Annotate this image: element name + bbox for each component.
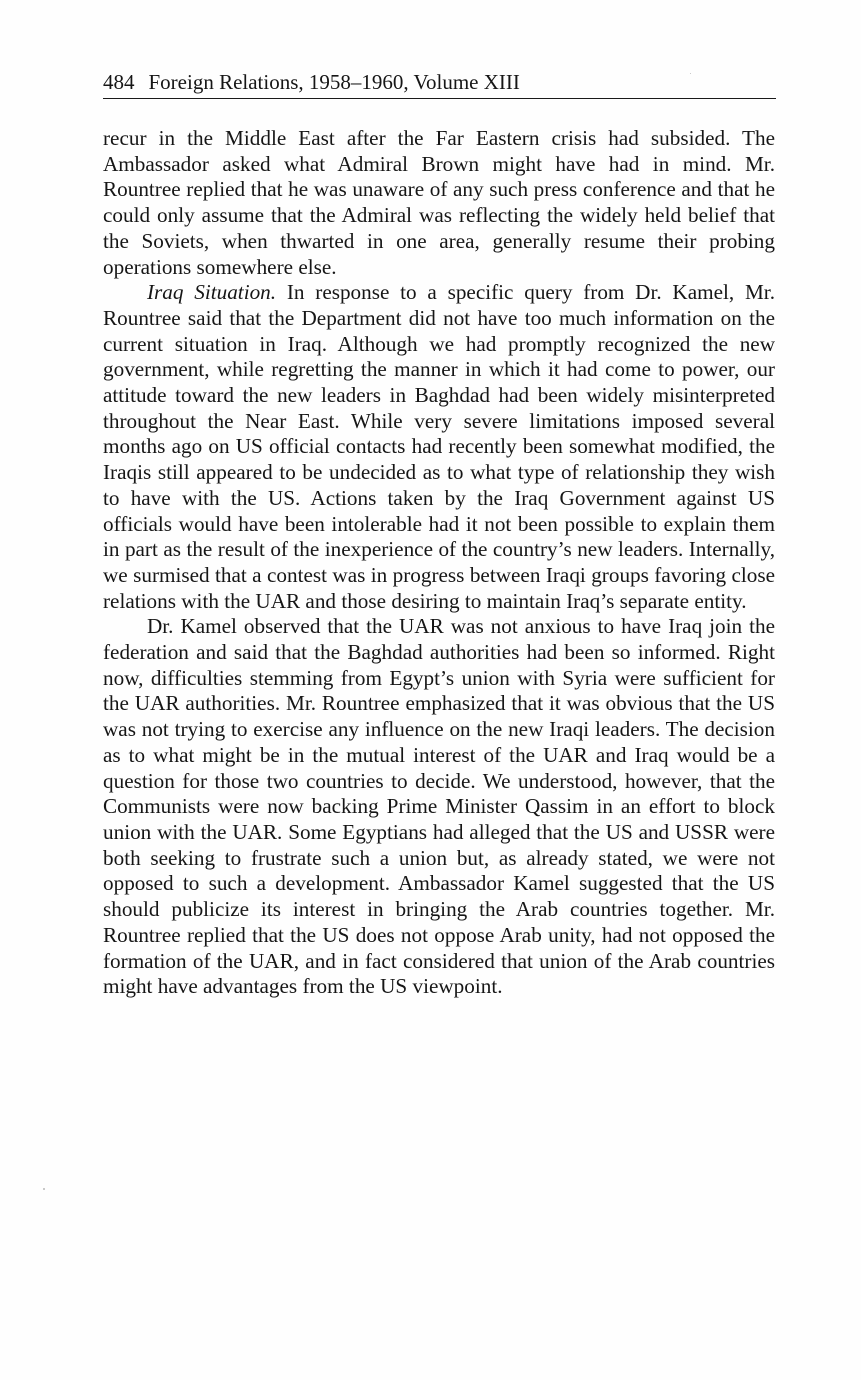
running-head xyxy=(103,68,776,99)
paragraph-text: In response to a specific query from Dr. Kamel, Mr. Rountree said that the Department did not have too much information on the current situation in Iraq. Although we had promptly recognized the new government, while regretting the manner in which it had come to power, our attitude toward the new leaders in Baghdad had been widely misinterpreted throughout the Near East. While very severe limitations imposed several months ago on US official contacts had recently been somewhat modified, the Iraqis still appeared to be undecided as to what type of relationship they wish to have with the US. Actions taken by the Iraq Government against US officials would have been intolerable had it not been possible to explain them in part as the result of the inexperience of the country’s new leaders. Internally, we surmised that a contest was in progress between Iraqi groups favoring close relations with the UAR and those desiring to maintain Iraq’s separate entity. xyxy=(103,280,775,613)
body-text xyxy=(103,126,775,1000)
page-number: 484 xyxy=(103,70,135,94)
section-run-in-heading: Iraq Situation. xyxy=(147,280,277,305)
scan-speck xyxy=(43,1188,45,1190)
paragraph-kamel-observation xyxy=(103,614,775,1000)
paragraph-text: Dr. Kamel observed that the UAR was not anxious to have Iraq join the federation and said that the Baghdad authorities had been so informed. Right now, difficulties stemming from Egypt’s union with Syria were sufficient for the UAR authorities. Mr. Rountree emphasized that it was obvious that the US was not trying to exercise any influence on the new Iraqi leaders. The decision as to what might be in the mutual interest of the UAR and Iraq would be a question for those two countries to decide. We understood, however, that the Communists were now backing Prime Minister Qassim in an effort to block union with the UAR. Some Egyptians had alleged that the US and USSR were both seeking to frustrate such a union but, as already stated, we were not opposed to such a development. Ambassador Kamel suggested that the US should publicize its interest in bringing the Arab countries together. Mr. Rountree replied that the US does not oppose Arab unity, had not opposed the formation of the UAR, and in fact considered that union of the Arab countries might have advantages from the US viewpoint. xyxy=(103,614,775,999)
paragraph-text: recur in the Middle East after the Far Eastern crisis had subsided. The Ambassador asked what Admiral Brown might have had in mind. Mr. Rountree replied that he was unaware of any such press conference and that he could only assume that the Admiral was reflecting the widely held belief that the Soviets, when thwarted in one area, generally resume their probing operations somewhere else. xyxy=(103,126,775,279)
running-title: Foreign Relations, 1958–1960, Volume XIII xyxy=(148,70,520,94)
scan-speck xyxy=(690,73,691,74)
paragraph-continuation xyxy=(103,126,775,280)
paragraph-iraq-situation xyxy=(103,280,775,614)
